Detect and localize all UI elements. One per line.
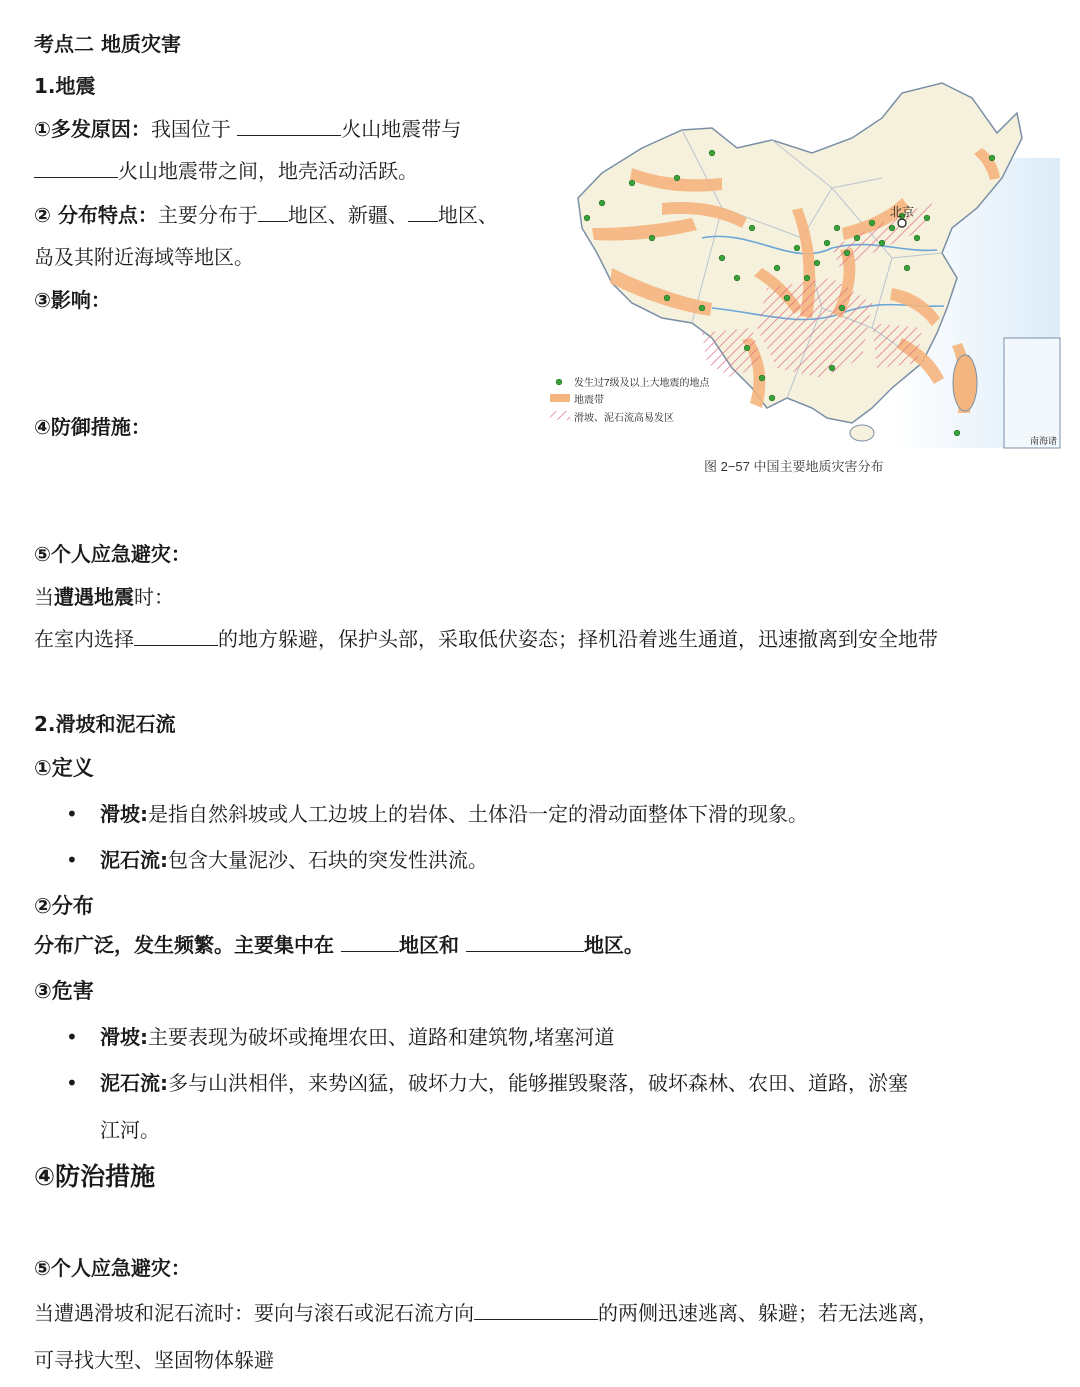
ls-harm-text-1: 主要表现为破坏或掩埋农田、道路和建筑物,堵塞河道: [148, 1025, 615, 1049]
fill-blank: [466, 931, 584, 952]
legend-belt-icon: [550, 394, 570, 402]
fill-blank: [34, 157, 118, 178]
earthquake-title: 1.地震: [34, 74, 96, 98]
eq-dist-label: ② 分布特点：: [34, 203, 158, 227]
ls-harm-text-2: 多与山洪相伴，来势凶猛，破坏力大，能够摧毁聚落，破坏森林、农田、道路，淤塞: [168, 1071, 908, 1095]
fill-blank: [237, 115, 341, 136]
fill-blank: [258, 201, 288, 222]
ls-dist-line: [34, 931, 644, 959]
ls-dist-text-3: 地区。: [583, 933, 644, 957]
legend-dot-icon: [556, 379, 562, 385]
eq-dist-line: [34, 201, 498, 229]
inset-label: 南海诸: [1030, 436, 1058, 446]
eq-indoor-line: [34, 625, 938, 653]
eq-when-line: [34, 583, 174, 611]
ls-harm-term-1: 滑坡:: [100, 1025, 148, 1049]
bullet-icon: •: [66, 848, 78, 872]
south-china-sea-inset: [1004, 338, 1060, 448]
eq-dist-text-4: 岛及其附近海域等地区。: [34, 245, 254, 269]
legend-landslide: 滑坡、泥石流高易发区: [574, 413, 674, 424]
eq-when-b: 遭遇地震: [54, 585, 134, 609]
ls-escape-text-2: 的两侧迅速逃离、躲避；若无法逃离，: [598, 1301, 938, 1325]
ls-escape-line: [34, 1299, 938, 1327]
bullet-icon: •: [66, 1071, 78, 1095]
legend-quake-points: 发生过7级及以上大地震的地点: [574, 378, 710, 389]
eq-when-c: 时：: [134, 585, 174, 609]
legend-hatch-icon: [550, 411, 570, 420]
ls-dist-label: ②分布: [34, 894, 94, 918]
eq-when-a: 当: [34, 585, 54, 609]
ls-def-label: ①定义: [34, 756, 94, 780]
bullet-icon: •: [66, 802, 78, 826]
fill-blank: [408, 201, 438, 222]
ls-def-item-2: [100, 846, 488, 874]
eq-indoor-text-1: 在室内选择: [34, 627, 134, 651]
ls-harm-label: ③危害: [34, 979, 94, 1003]
ls-harm-item-1: [100, 1023, 614, 1051]
section-title: 考点二 地质灾害: [34, 32, 181, 56]
landslide-title: 2.滑坡和泥石流: [34, 712, 176, 736]
fill-blank: [134, 625, 218, 646]
eq-dist-text-1: 主要分布于: [157, 203, 258, 227]
ls-dist-text-1: 分布广泛，发生频繁。主要集中在: [34, 933, 341, 957]
eq-cause-text-3: 火山地震带之间，地壳活动活跃。: [118, 159, 418, 183]
hainan-island: [850, 425, 874, 441]
legend-belts: 地震带: [574, 395, 604, 406]
taiwan-island: [953, 355, 977, 411]
eq-dist-text-2: 地区、新疆、: [287, 203, 408, 227]
disaster-map-figure: [572, 78, 1060, 478]
eq-cause-label: ①多发原因：: [34, 117, 151, 141]
beijing-marker: [898, 219, 906, 227]
ls-def-item-1: [100, 800, 808, 828]
map-caption: 图 2−57 中国主要地质灾害分布: [704, 459, 884, 474]
eq-cause-text-2: 火山地震带与: [341, 117, 462, 141]
eq-dist-text-3: 地区、: [437, 203, 498, 227]
ls-harm-item-2: [100, 1069, 908, 1097]
ls-escape-text-1: 当遭遇滑坡和泥石流时：要向与滚石或泥石流方向: [34, 1301, 474, 1325]
eq-cause-line-2: [34, 157, 418, 185]
eq-cause-line: [34, 115, 461, 143]
ls-dist-text-2: 地区和: [398, 933, 466, 957]
eq-impact-label: ③影响：: [34, 288, 111, 312]
china-disaster-map: [572, 78, 1060, 478]
ls-harm-term-2: 泥石流:: [100, 1071, 168, 1095]
ls-escape-text-3: 可寻找大型、坚固物体躲避: [34, 1348, 274, 1372]
eq-cause-text-1: 我国位于: [150, 117, 238, 141]
eq-indoor-text-2: 的地方躲避，保护头部，采取低伏姿态；择机沿着逃生通道，迅速撤离到安全地带: [218, 627, 938, 651]
city-label-beijing: 北京: [890, 205, 915, 219]
ls-def-term-2: 泥石流:: [100, 848, 168, 872]
ls-def-text-2: 包含大量泥沙、石块的突发性洪流。: [168, 848, 488, 872]
ls-def-term-1: 滑坡:: [100, 802, 148, 826]
ls-harm-text-2-cont: 江河。: [100, 1118, 160, 1142]
bullet-icon: •: [66, 1025, 78, 1049]
fill-blank: [341, 931, 399, 952]
ls-def-text-1: 是指自然斜坡或人工边坡上的岩体、土体沿一定的滑动面整体下滑的现象。: [148, 802, 808, 826]
fill-blank: [474, 1299, 598, 1320]
eq-personal-label: ⑤个人应急避灾：: [34, 542, 191, 566]
eq-defense-label: ④防御措施：: [34, 415, 151, 439]
ls-personal-label: ⑤个人应急避灾：: [34, 1256, 191, 1280]
ls-prevent-label: ④防治措施: [34, 1162, 156, 1191]
